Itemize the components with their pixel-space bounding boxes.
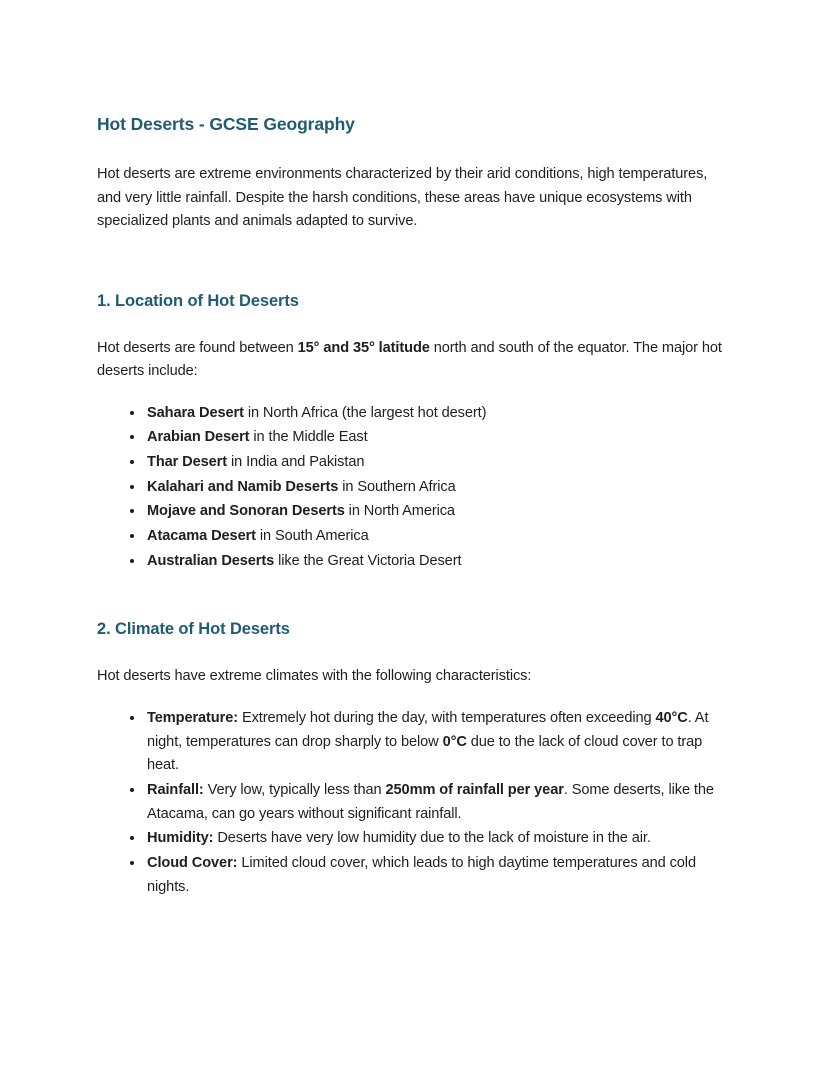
- text-run: . At night, temperatures can drop sharply to below: [147, 709, 709, 750]
- bold-text-run: Mojave and Sonoran Deserts: [147, 503, 345, 520]
- text-run: Deserts have very low humidity due to the lack of moisture in the air.: [213, 830, 651, 847]
- section-climate-heading: 2. Climate of Hot Deserts: [97, 620, 290, 639]
- section-location-paragraph: [97, 337, 729, 384]
- list-item: [145, 425, 729, 450]
- text-run: north and south of the equator. The major hot deserts include:: [97, 339, 722, 379]
- bold-text-run: Temperature:: [147, 709, 238, 726]
- list-item: [145, 401, 729, 426]
- text-run: Hot deserts are extreme environments characterized by their arid conditions, high temperatures, and very little rainfall. Despite the harsh conditions, these areas have unique ecosystems with specialized plants and animals adapted to survive.: [97, 166, 708, 229]
- list-item: [145, 524, 729, 549]
- text-run: Hot deserts are found between: [97, 339, 298, 356]
- text-run: . Some deserts, like the Atacama, can go years without significant rainfall.: [147, 782, 714, 822]
- list-item: [145, 706, 729, 778]
- section-climate: [97, 617, 729, 899]
- bold-text-run: Cloud Cover:: [147, 855, 238, 872]
- text-run: due to the lack of cloud cover to trap heat.: [147, 733, 703, 774]
- bold-text-run: Humidity:: [147, 830, 214, 847]
- text-run: in North America: [344, 503, 455, 520]
- list-item: [145, 450, 729, 475]
- list-item: [145, 549, 729, 574]
- list-item: [145, 499, 729, 524]
- text-run: like the Great Victoria Desert: [274, 552, 462, 569]
- list-item: [145, 778, 729, 826]
- bold-text-run: Thar Desert: [147, 453, 228, 470]
- bold-text-run: 40°C: [655, 709, 688, 726]
- list-item: [145, 851, 729, 899]
- section-location: [97, 289, 729, 574]
- text-run: in Southern Africa: [338, 478, 456, 495]
- text-run: in South America: [255, 528, 369, 545]
- text-run: Extremely hot during the day, with temperatures often exceeding: [237, 709, 656, 726]
- text-run: Very low, typically less than: [203, 782, 386, 799]
- list-item: [145, 826, 729, 851]
- document-content: [97, 112, 729, 944]
- section-location-heading: 1. Location of Hot Deserts: [97, 291, 299, 310]
- bold-text-run: Sahara Desert: [147, 404, 244, 421]
- bold-text-run: Arabian Desert: [147, 429, 250, 446]
- text-run: Hot deserts have extreme climates with the following characteristics:: [97, 668, 532, 685]
- bold-text-run: Rainfall:: [147, 782, 204, 799]
- intro-paragraph: [97, 163, 729, 234]
- bold-text-run: Australian Deserts: [147, 552, 275, 569]
- list-item: [145, 475, 729, 500]
- document-title: Hot Deserts - GCSE Geography: [97, 114, 355, 134]
- desert-location-list: [97, 401, 729, 574]
- bold-text-run: 15° and 35° latitude: [297, 339, 430, 356]
- bold-text-run: Kalahari and Namib Deserts: [147, 478, 339, 495]
- text-run: in India and Pakistan: [227, 453, 365, 470]
- text-run: Limited cloud cover, which leads to high daytime temperatures and cold nights.: [147, 855, 696, 895]
- text-run: in the Middle East: [249, 429, 368, 446]
- bold-text-run: Atacama Desert: [147, 528, 256, 545]
- bold-text-run: 250mm of rainfall per year: [385, 782, 564, 799]
- climate-characteristics-list: [97, 706, 729, 900]
- bold-text-run: 0°C: [442, 733, 467, 750]
- text-run: in North Africa (the largest hot desert): [243, 404, 487, 421]
- section-climate-paragraph: [97, 665, 729, 689]
